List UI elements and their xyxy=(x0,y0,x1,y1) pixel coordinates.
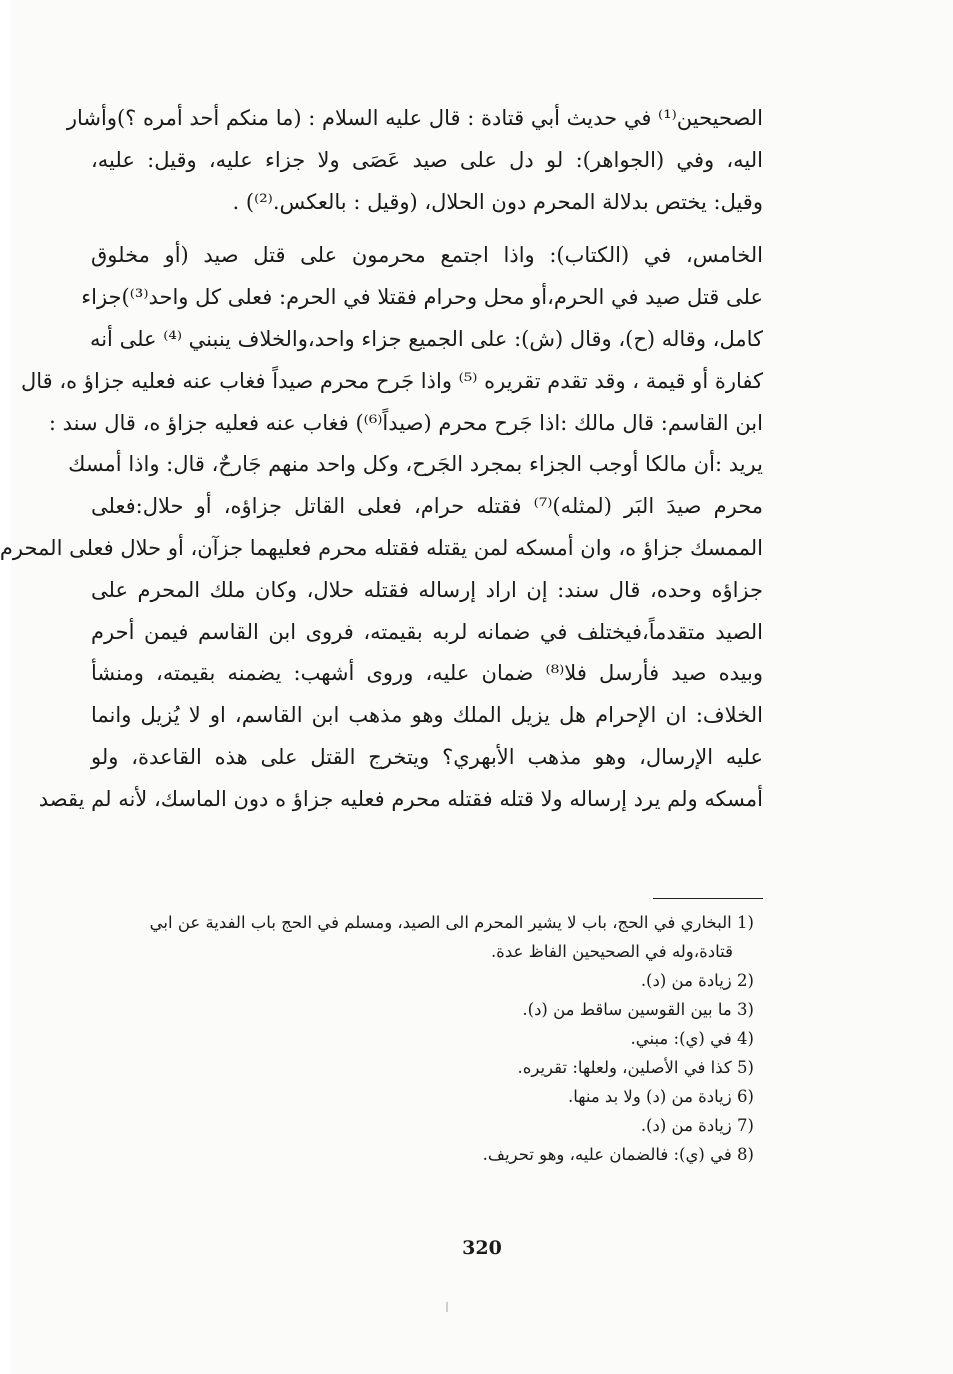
page-number: 320 xyxy=(462,1237,502,1259)
text-line-18 xyxy=(91,821,763,863)
footnote-number: 7) xyxy=(737,1116,754,1135)
footnote-text: في (ي): فالضمان عليه، وهو تحريف. xyxy=(482,1145,732,1164)
footnote-text: البخاري في الحج، باب لا يشير المحرم الى الصيد، ومسلم في الحج باب الفدية عن ابي xyxy=(149,913,732,932)
footnote-number: 5) xyxy=(737,1058,754,1077)
footnote-number: 1) xyxy=(737,913,754,932)
text-line-17: أمسكه ولم يرد إرساله ولا قتله فقتله محرم فعليه جزاؤ ه دون الماسك، لأنه لم يقصد xyxy=(38,786,763,811)
footnote-number: 3) xyxy=(737,1000,754,1019)
footnote-6 xyxy=(91,1082,763,1111)
footnote-text: ما بين القوسين ساقط من (د). xyxy=(522,1000,732,1019)
text-line-16: عليه الإرسال، وهو مذهب الأبهري؟ ويتخرج القتل على هذه القاعدة، ولو xyxy=(91,744,763,769)
footnote-2 xyxy=(91,966,763,995)
text-line-9: يريد :أن مالكا أوجب الجزاء بمجرد الجَرح، وكل واحد منهم جَارحٌ، قال: واذا أمسك xyxy=(68,452,763,477)
main-text xyxy=(0,98,764,862)
footnote-text: زيادة من (د). xyxy=(640,1116,732,1135)
footnote-3 xyxy=(91,995,763,1024)
text-line-8: ابن القاسم: قال مالك :اذا جَرح محرم (صيداً⁽⁶⁾) فغاب عنه فعليه جزاؤ ه، قال سند : xyxy=(48,410,763,435)
text-line-5: على قتل صيد في الحرم،أو محل وحرام فقتلا في الحرم: فعلى كل واحد⁽³⁾)جزاء xyxy=(81,285,763,310)
footnote-number: 8) xyxy=(737,1145,754,1164)
footnote-number: 2) xyxy=(737,971,754,990)
footnote-1 xyxy=(91,908,763,937)
footnote-5 xyxy=(91,1053,763,1082)
footnote-divider xyxy=(653,898,763,899)
text-line-13: الصيد متقدماً،فيختلف في ضمانه لربه بقيمته، فروى ابن القاسم فيمن أحرم xyxy=(91,619,763,644)
footnote-8 xyxy=(91,1140,763,1169)
text-line-4: الخامس، في (الكتاب): واذا اجتمع محرمون على قتل صيد (أو مخلوق xyxy=(91,243,763,268)
text-line-6: كامل، وقاله (ح)، وقال (ش): على الجميع جزاء واحد،والخلاف ينبني ⁽⁴⁾ على أنه xyxy=(89,326,763,351)
text-line-2: اليه، وفي (الجواهر): لو دل على صيد عَصَى ولا جزاء عليه، وقيل: عليه، xyxy=(91,147,763,172)
footnote-7 xyxy=(91,1111,763,1140)
footnotes xyxy=(91,908,763,1169)
footnote-text: زيادة من (د). xyxy=(640,971,732,990)
footnote-text: في (ي): مبني. xyxy=(630,1029,732,1048)
text-line-15: الخلاف: ان الإحرام هل يزيل الملك وهو مذهب ابن القاسم، او لا يُزيل وانما xyxy=(91,703,763,728)
text-line-11: الممسك جزاؤ ه، وان أمسكه لمن يقتله فقتله محرم فعليهما جزآن، أو حلال فعلى المحرم xyxy=(0,535,763,560)
text-line-1: الصحيحين⁽¹⁾ في حديث أبي قتادة : قال عليه السلام : (ما منكم أحد أمره ؟)وأشار xyxy=(66,106,763,130)
footnote-text: زيادة من (د) ولا بد منها. xyxy=(567,1087,732,1106)
text-line-14: وبيده صيد فأرسل فلا⁽⁸⁾ ضمان عليه، وروى أشهب: يضمنه بقيمته، ومنشأ xyxy=(91,661,764,686)
footnote-number: 4) xyxy=(737,1029,754,1048)
text-line-3: وقيل: يختص بدلالة المحرم دون الحلال، (وقيل : بالعكس.⁽²⁾) . xyxy=(232,189,763,214)
text-line-7: كفارة أو قيمة ، وقد تقدم تقريره ⁽⁵⁾ واذا جَرح محرم صيداً فغاب عنه فعليه جزاؤ ه، قال xyxy=(20,368,763,393)
footnote-1-continued: قتادة،وله في الصحيحين الفاظ عدة. xyxy=(490,942,733,961)
footnote-number: 6) xyxy=(737,1087,754,1106)
text-line-10: محرم صيدَ البَر (لمثله)⁽⁷⁾ فقتله حرام، فعلى القاتل جزاؤه، أو حلال:فعلى xyxy=(91,494,763,519)
footnote-4 xyxy=(91,1024,763,1053)
text-line-12: جزاؤه وحده، قال سند: إن اراد إرساله فقتله حلال، وكان ملك المحرم على xyxy=(91,577,763,602)
scan-speck xyxy=(446,1302,448,1312)
footnote-text: كذا في الأصلين، ولعلها: تقريره. xyxy=(517,1058,732,1077)
